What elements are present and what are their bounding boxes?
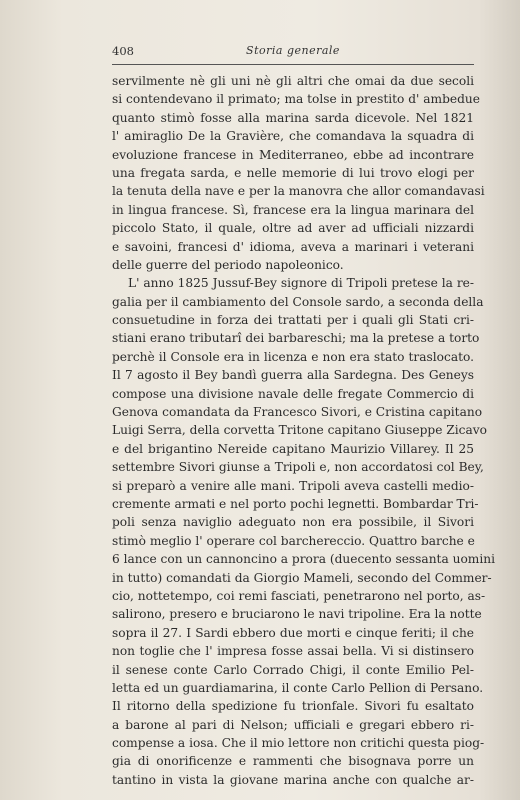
text-line: compose una divisione navale delle fregate Commercio di bbox=[112, 386, 474, 401]
text-line: piccolo Stato, il quale, oltre ad aver ad ufficiali nizzardi bbox=[112, 221, 474, 236]
text-line: una fregata sarda, e nelle memorie di lui trovo elogi per bbox=[112, 165, 474, 180]
text-line: cio, nottetempo, coi remi fasciati, penetrarono nel porto, as- bbox=[112, 588, 486, 603]
paragraph bbox=[112, 274, 495, 789]
paragraph bbox=[112, 72, 485, 274]
text-line: settembre Sivori giunse a Tripoli e, non accordatosi col Bey, bbox=[112, 460, 484, 475]
running-title: Storia generale bbox=[246, 44, 340, 57]
text-line: la tenuta della nave e per la manovra che allor comandavasi bbox=[112, 184, 485, 199]
text-line: evoluzione francese in Mediterraneo, ebbe ad incontrare bbox=[112, 147, 474, 162]
text-line: Luigi Serra, della corvetta Tritone capitano Giuseppe Zicavo bbox=[112, 423, 487, 438]
text-line: e del brigantino Nereide capitano Maurizio Villarey. Il 25 bbox=[112, 441, 474, 456]
page-header bbox=[112, 44, 474, 65]
text-line: poli senza naviglio adeguato non era possibile, il Sivori bbox=[112, 515, 474, 530]
text-line: in lingua francese. Sì, francese era la lingua marinara del bbox=[112, 202, 474, 217]
text-line: compense a iosa. Che il mio lettore non critichi questa piog- bbox=[112, 736, 485, 751]
text-line: in tutto) comandati da Giorgio Mameli, secondo del Commer- bbox=[112, 570, 492, 585]
text-line: servilmente nè gli uni nè gli altri che omai da due secoli bbox=[112, 74, 474, 88]
text-line: perchè il Console era in licenza e non era stato traslocato. bbox=[112, 349, 474, 364]
text-line: delle guerre del periodo napoleonico. bbox=[112, 257, 344, 272]
text-line: cremente armati e nel porto pochi legnetti. Bombardar Tri- bbox=[112, 496, 479, 511]
text-line: Genova comandata da Francesco Sivori, e Cristina capitano bbox=[112, 405, 483, 420]
text-line: e savoini, francesi d' idioma, aveva a marinari i veterani bbox=[112, 239, 474, 254]
text-line: gia di onorificenze e rammenti che bisognava porre un bbox=[112, 754, 474, 769]
text-line: quanto stimò fosse alla marina sarda dicevole. Nel 1821 bbox=[112, 110, 474, 125]
text-line: stiani erano tributarî dei barbareschi; ma la pretese a torto bbox=[112, 331, 480, 346]
text-line: sopra il 27. I Sardi ebbero due morti e cinque feriti; il che bbox=[112, 625, 474, 640]
text-line: Il 7 agosto il Bey bandì guerra alla Sardegna. Des Geneys bbox=[112, 368, 474, 383]
text-line: l' amiraglio De la Gravière, che comandava la squadra di bbox=[112, 129, 474, 144]
text-line: si preparò a venire alle mani. Tripoli aveva castelli medio- bbox=[112, 478, 474, 493]
text-line: letta ed un guardiamarina, il conte Carlo Pellion di Persano. bbox=[112, 680, 484, 695]
body-text bbox=[112, 72, 495, 789]
text-line: galia per il cambiamento del Console sardo, a seconda della bbox=[112, 294, 484, 309]
text-line: 6 lance con un cannoncino a prora (duecento sessanta uomini bbox=[112, 552, 495, 567]
text-line: si contendevano il primato; ma tolse in prestito d' ambedue bbox=[112, 92, 480, 107]
text-line: consuetudine in forza dei trattati per i quali gli Stati cri- bbox=[112, 313, 474, 328]
text-line: il senese conte Carlo Corrado Chigi, il conte Emilio Pel- bbox=[112, 662, 474, 677]
text-line: stimò meglio l' operare col barchereccio. Quattro barche e bbox=[112, 533, 475, 548]
text-line: non toglie che l' impresa fosse assai bella. Vi si distinsero bbox=[112, 644, 474, 659]
text-line: Il ritorno della spedizione fu trionfale. Sivori fu esaltato bbox=[112, 699, 474, 714]
page-number: 408 bbox=[112, 44, 134, 58]
text-line: L' anno 1825 Jussuf-Bey signore di Tripoli pretese la re- bbox=[128, 276, 474, 291]
text-line: salirono, presero e bruciarono le navi tripoline. Era la notte bbox=[112, 607, 482, 622]
text-line: tantino in vista la giovane marina anche con qualche ar- bbox=[112, 772, 474, 787]
text-line: a barone al pari di Nelson; ufficiali e gregari ebbero ri- bbox=[112, 717, 474, 732]
